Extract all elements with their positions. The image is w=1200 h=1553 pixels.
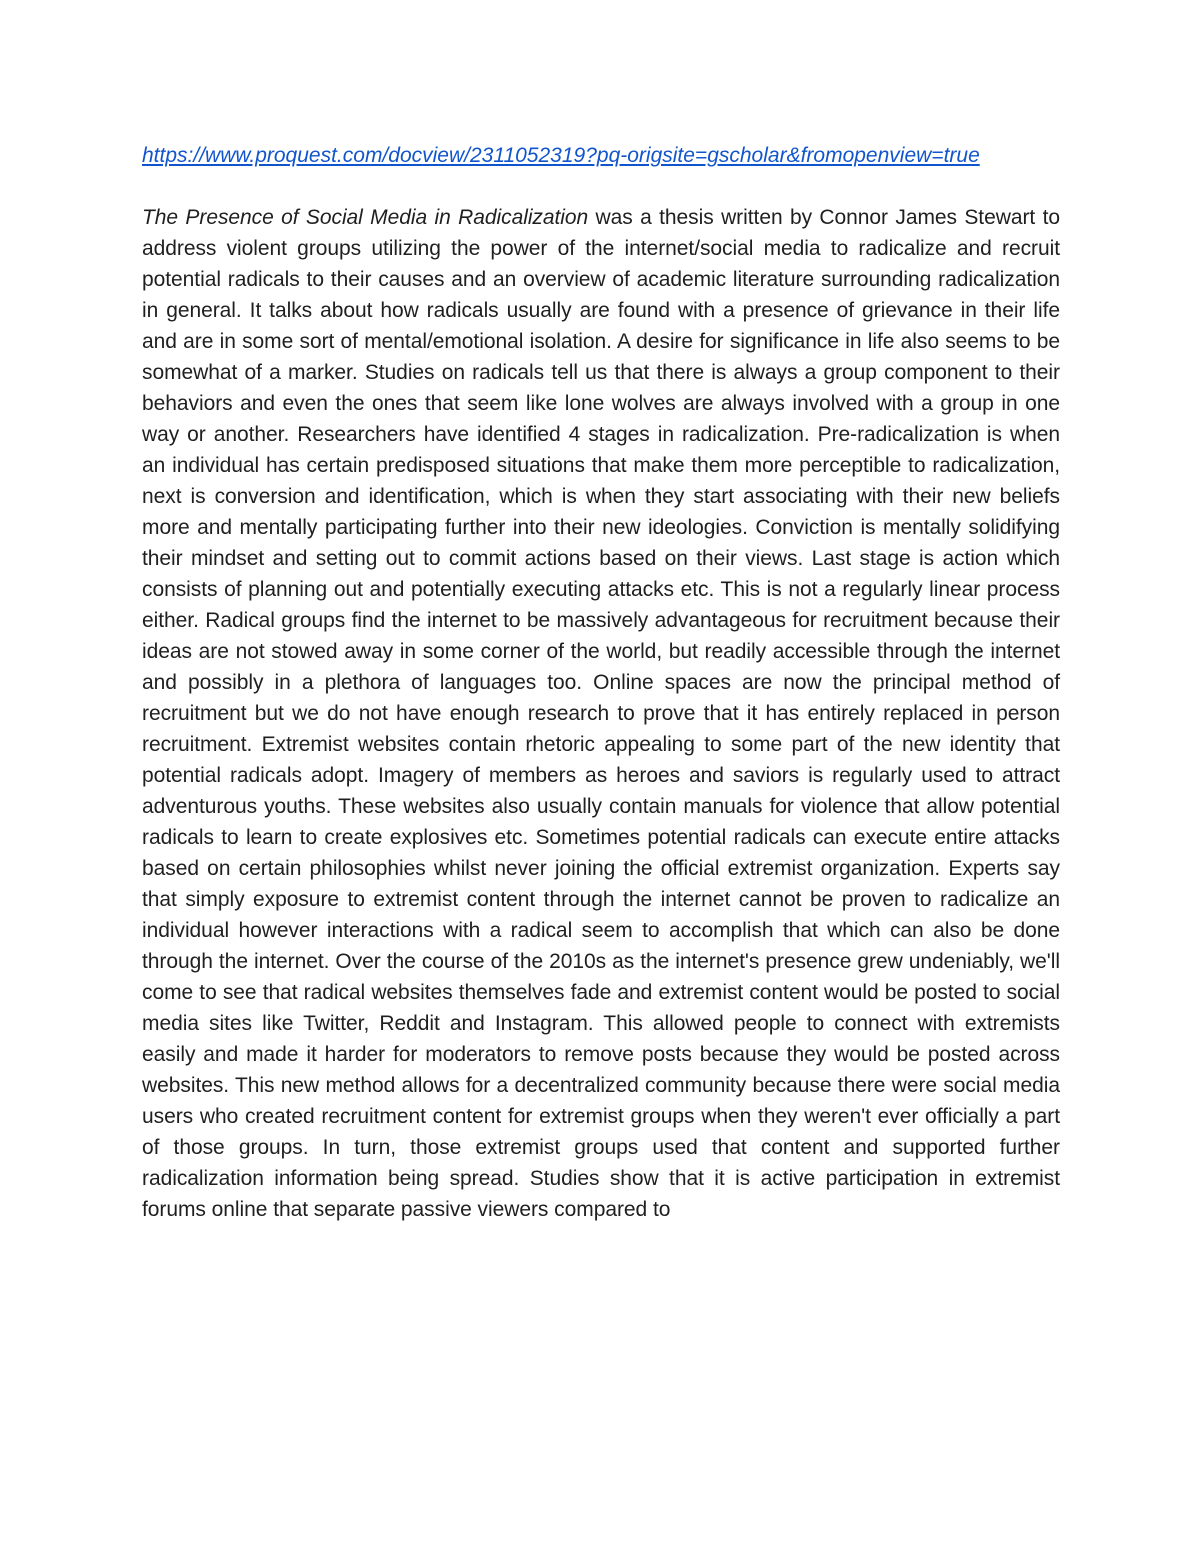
summary-paragraph <box>142 202 1060 1225</box>
document-content <box>142 140 1060 1225</box>
summary-body: was a thesis written by Connor James Stewart to address violent groups utilizing the power of the internet/social media to radicalize and recruit potential radicals to their causes and an overview of academic literature surrounding radicalization in general. It talks about how radicals usually are found with a presence of grievance in their life and are in some sort of mental/emotional isolation. A desire for significance in life also seems to be somewhat of a marker. Studies on radicals tell us that there is always a group component to their behaviors and even the ones that seem like lone wolves are always involved with a group in one way or another. Researchers have identified 4 stages in radicalization. Pre-radicalization is when an individual has certain predisposed situations that make them more perceptible to radicalization, next is conversion and identification, which is when they start associating with their new beliefs more and mentally participating further into their new ideologies. Conviction is mentally solidifying their mindset and setting out to commit actions based on their views. Last stage is action which consists of planning out and potentially executing attacks etc. This is not a regularly linear process either. Radical groups find the internet to be massively advantageous for recruitment because their ideas are not stowed away in some corner of the world, but readily accessible through the internet and possibly in a plethora of languages too. Online spaces are now the principal method of recruitment but we do not have enough research to prove that it has entirely replaced in person recruitment. Extremist websites contain rhetoric appealing to some part of the new identity that potential radicals adopt. Imagery of members as heroes and saviors is regularly used to attract adventurous youths. These websites also usually contain manuals for violence that allow potential radicals to learn to create explosives etc. Sometimes potential radicals can execute entire attacks based on certain philosophies whilst never joining the official extremist organization. Experts say that simply exposure to extremist content through the internet cannot be proven to radicalize an individual however interactions with a radical seem to accomplish that which can also be done through the internet. Over the course of the 2010s as the internet's presence grew undeniably, we'll come to see that radical websites themselves fade and extremist content would be posted to social media sites like Twitter, Reddit and Instagram. This allowed people to connect with extremists easily and made it harder for moderators to remove posts because they would be posted across websites. This new method allows for a decentralized community because there were social media users who created recruitment content for extremist groups when they weren't ever officially a part of those groups. In turn, those extremist groups used that content and supported further radicalization information being spread. Studies show that it is active participation in extremist forums online that separate passive viewers compared to <box>142 206 1060 1221</box>
work-title: The Presence of Social Media in Radicalization <box>142 206 589 229</box>
source-link[interactable]: https://www.proquest.com/docview/2311052319?pq-origsite=gscholar&fromopenview=true <box>142 144 980 167</box>
